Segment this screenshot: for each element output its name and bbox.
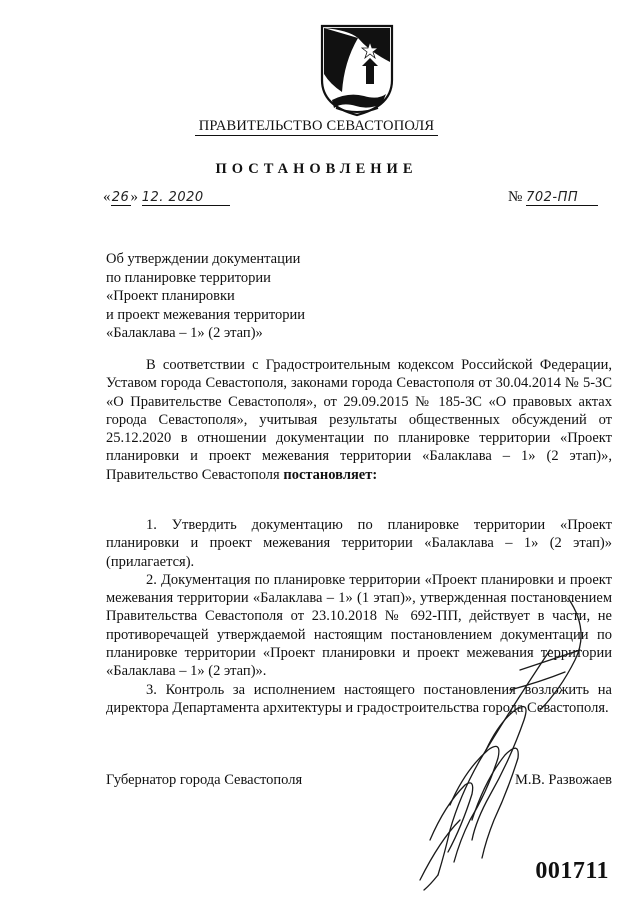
- subject-line: и проект межевания территории: [106, 306, 306, 323]
- date-month-year-handwritten: 12. 2020: [142, 190, 230, 206]
- signer-role: Губернатор города Севастополя: [106, 772, 303, 788]
- resolves-word: постановляет:: [283, 466, 378, 483]
- resolution-item: 2. Документация по планировке территории «Проект планировки и проект межевания территории «Балаклава – 1» (1 этап)», утвержденная постановлением Правительства Севастополя от 23.10.2018 № 692-ПП, действует в части, не противоречащей утверждаемой настоящим постановлением документации по планировке территории «Проект планировки и проект межевания территории «Балаклава – 1» (2 этап)».: [106, 571, 612, 680]
- number-sign: №: [508, 189, 523, 205]
- subject-line: «Балаклава – 1» (2 этап)»: [106, 325, 263, 341]
- subject-line: по планировке территории: [106, 269, 271, 286]
- preamble-text: В соответствии с Градостроительным кодексом Российской Федерации, Уставом города Севастополя, законами города Севастополя от 30.04.2014 № 5-ЗС «О Правительстве Севастополя», от 29.09.2015 № 185-ЗС «О правовых актах города Севастополя», учитывая результаты общественных обсуждений от 25.12.2020 в отношении документации по планировке территории «Проект планировки и проект межевания территории «Балаклава – 1» (2 этап)», Правительство Севастополя: [106, 357, 612, 483]
- document-date: [103, 189, 230, 206]
- preamble-paragraph: [106, 356, 612, 484]
- serial-number: 001711: [535, 858, 609, 884]
- date-quote-close: »: [130, 189, 138, 205]
- document-subject: [106, 250, 426, 343]
- document-number: [508, 189, 598, 206]
- signer-name: М.В. Развожаев: [514, 772, 612, 788]
- resolution-item: 1. Утвердить документацию по планировке территории «Проект планировки и проект межевания территории «Балаклава – 1» (2 этап)» (прилагается).: [106, 517, 612, 570]
- number-value-handwritten: 702-ПП: [526, 190, 598, 206]
- date-day-handwritten: 26: [111, 190, 130, 205]
- resolution-item: 3. Контроль за исполнением настоящего постановления возложить на директора Департамента архитектуры и градостроительства города Севастополя.: [106, 681, 612, 716]
- document-type-heading: ПОСТАНОВЛЕНИЕ: [215, 161, 418, 177]
- sevastopol-coat-of-arms-icon: [318, 22, 396, 118]
- subject-line: «Проект планировки: [106, 288, 235, 304]
- government-title: ПРАВИТЕЛЬСТВО СЕВАСТОПОЛЯ: [0, 118, 633, 135]
- subject-line: Об утверждении документации: [106, 251, 301, 267]
- handwritten-signature: [390, 590, 620, 895]
- date-quote-open: «: [103, 189, 111, 205]
